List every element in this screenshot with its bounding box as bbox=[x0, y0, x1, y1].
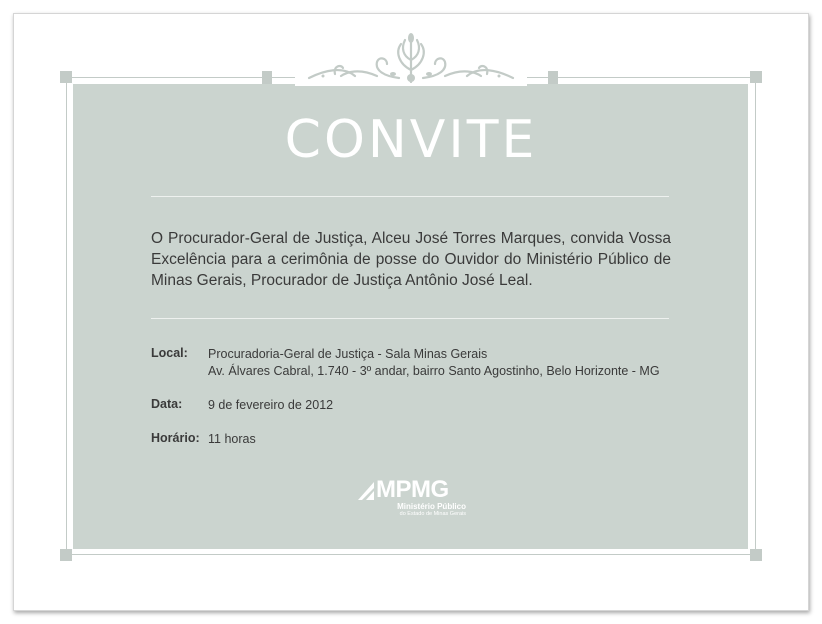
invitation-title: CONVITE bbox=[284, 110, 538, 170]
divider-bottom bbox=[151, 318, 669, 319]
ornament-flourish-icon bbox=[295, 30, 527, 86]
time-label: Horário: bbox=[151, 431, 200, 445]
time-value: 11 horas bbox=[208, 432, 256, 446]
logo-subtitle: Ministério Público bbox=[397, 502, 466, 511]
event-details bbox=[151, 346, 691, 465]
logo-wordmark: MPMG bbox=[376, 476, 449, 503]
location-row bbox=[151, 346, 691, 380]
mpmg-logo bbox=[354, 476, 474, 522]
location-value bbox=[208, 346, 660, 380]
location-label: Local: bbox=[151, 346, 188, 360]
location-line-2: Av. Álvares Cabral, 1.740 - 3º andar, bairro Santo Agostinho, Belo Horizonte - MG bbox=[208, 364, 660, 378]
time-row bbox=[151, 431, 691, 448]
date-value: 9 de fevereiro de 2012 bbox=[208, 398, 334, 412]
location-line-1: Procuradoria-Geral de Justiça - Sala Minas Gerais bbox=[208, 347, 488, 361]
date-label: Data: bbox=[151, 397, 183, 411]
date-row bbox=[151, 397, 691, 414]
logo-tagline: do Estado de Minas Gerais bbox=[399, 511, 466, 517]
divider-top bbox=[151, 196, 669, 197]
invitation-message: O Procurador-Geral de Justiça, Alceu José Torres Marques, convida Vossa Excelência para a cerimônia de posse do Ouvidor do Ministério Público de Minas Gerais, Procurador de Justiça Antônio José Leal. bbox=[151, 230, 671, 289]
